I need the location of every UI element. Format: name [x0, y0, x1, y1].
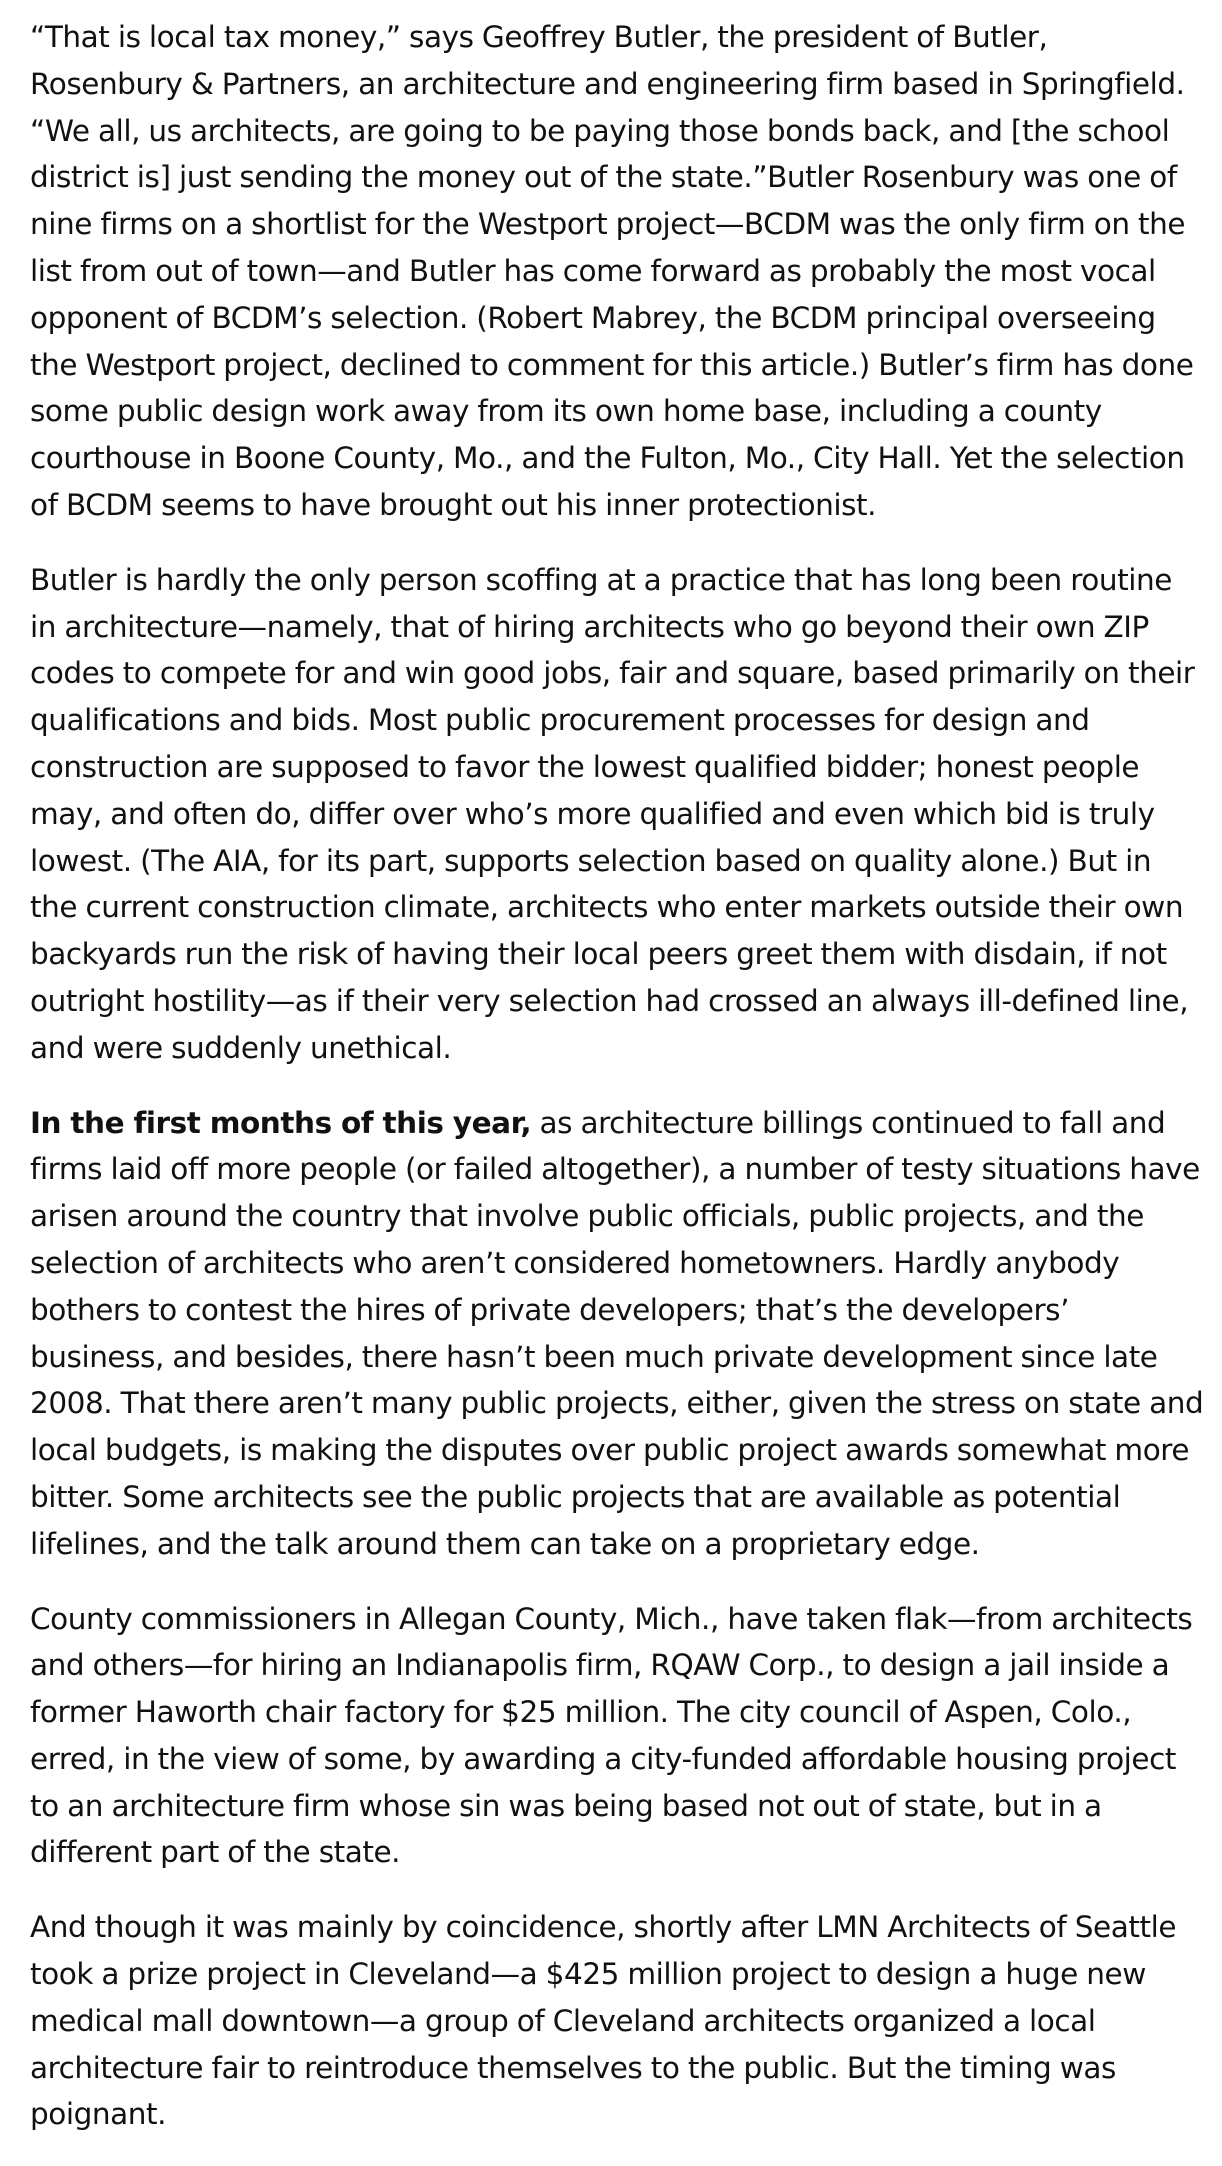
paragraph-text: as architecture billings continued to fall and firms laid off more people (or failed altogether), a number of testy situations have arisen around the country that involve public officials, public projects, and the selection of architects who aren’t considered hometowners. Hardly anybody bothers to contest the hires of private developers; that’s the developers’ business, and besides, there hasn’t been much private development since late 2008. That there aren’t many public projects, either, given the stress on state and local budgets, is making the disputes over public project awards somewhat more bitter. Some architects see the public projects that are available as potential lifelines, and the talk around them can take on a proprietary edge.: [30, 1105, 1204, 1561]
paragraph-text: “That is local tax money,” says Geoffrey Butler, the president of Butler, Rosenbury & Partners, an architecture and engineering firm based in Springfield. “We all, us architects, are going to be paying those bonds back, and [the school district is] just sending the money out of the state.”Butler Rosenbury was one of nine firms on a shortlist for the Westport project—BCDM was the only firm on the list from out of town—and Butler has come forward as probably the most vocal opponent of BCDM’s selection. (Robert Mabrey, the BCDM principal overseeing the Westport project, declined to comment for this article.) Butler’s firm has done some public design work away from its own home base, including a county courthouse in Boone County, Mo., and the Fulton, Mo., City Hall. Yet the selection of BCDM seems to have brought out his inner protectionist.: [30, 20, 1194, 522]
paragraph-text: And though it was mainly by coincidence, shortly after LMN Architects of Seattle took a prize project in Cleveland—a $425 million project to design a huge new medical mall downtown—a group of Cleveland architects organized a local architecture fair to reintroduce themselves to the public. But the timing was poignant.: [30, 1910, 1177, 2132]
article-body: [30, 14, 1206, 2166]
paragraph-first-months: [30, 1100, 1206, 1568]
paragraph-butler-quote: [30, 14, 1206, 529]
paragraph-allegan-aspen: [30, 1596, 1206, 1877]
paragraph-text: Butler is hardly the only person scoffing at a practice that has long been routine in architecture—namely, that of hiring architects who go beyond their own ZIP codes to compete for and win good jobs, fair and square, based primarily on their qualifications and bids. Most public procurement processes for design and construction are supposed to favor the lowest qualified bidder; honest people may, and often do, differ over who’s more qualified and even which bid is truly lowest. (The AIA, for its part, supports selection based on quality alone.) But in the current construction climate, architects who enter markets outside their own backyards run the risk of having their local peers greet them with disdain, if not outright hostility—as if their very selection had crossed an always ill-defined line, and were suddenly unethical.: [30, 562, 1195, 1065]
paragraph-cleveland: [30, 1904, 1206, 2138]
paragraph-protectionism-practice: [30, 557, 1206, 1072]
paragraph-lead-in: In the first months of this year,: [30, 1105, 532, 1140]
paragraph-text: County commissioners in Allegan County, Mich., have taken flak—from architects and others—for hiring an Indianapolis firm, RQAW Corp., to design a jail inside a former Haworth chair factory for $25 million. The city council of Aspen, Colo., erred, in the view of some, by awarding a city-funded affordable housing project to an architecture firm whose sin was being based not out of state, but in a different part of the state.: [30, 1601, 1193, 1870]
